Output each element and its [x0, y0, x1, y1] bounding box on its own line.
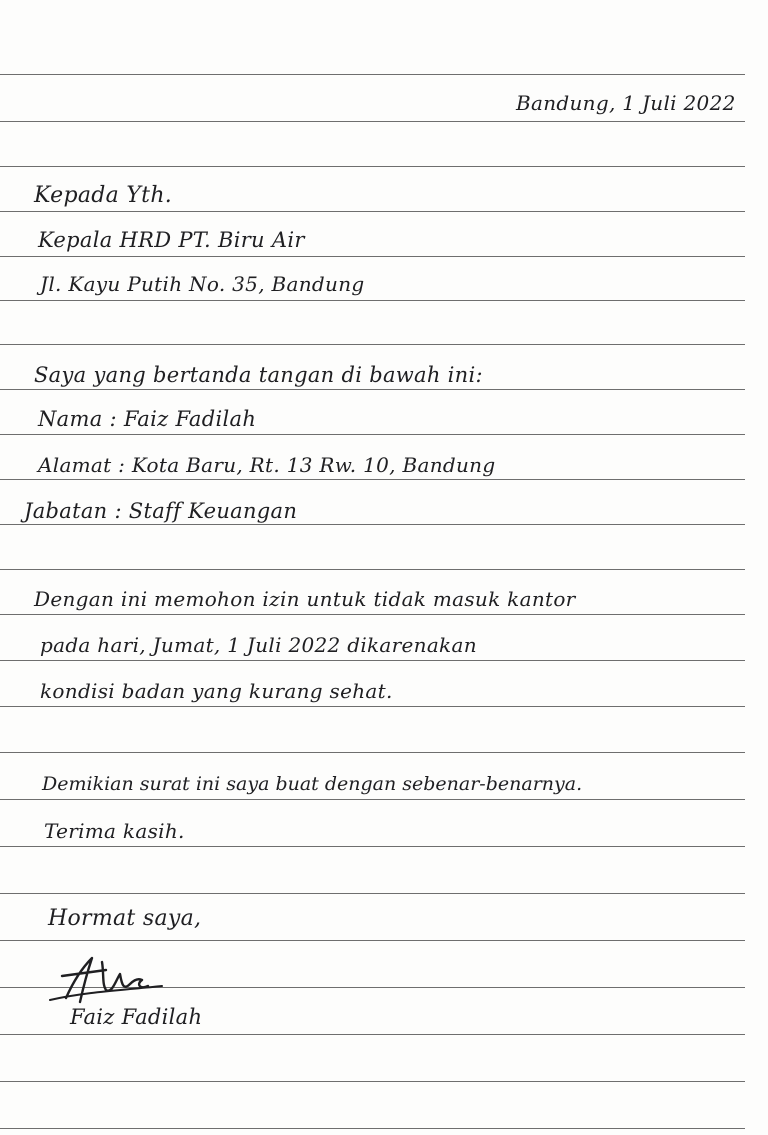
ruled-line [0, 706, 745, 707]
ruled-line [0, 121, 745, 122]
signoff-greeting: Hormat saya, [48, 906, 202, 931]
ruled-line [0, 940, 745, 941]
ruled-line [0, 74, 745, 75]
ruled-line [0, 211, 745, 212]
signer-name: Faiz Fadilah [70, 1005, 203, 1029]
closing-line-1: Demikian surat ini saya buat dengan sebenar-benarnya. [42, 773, 583, 795]
intro-line: Saya yang bertanda tangan di bawah ini: [34, 363, 483, 387]
identity-address-line: Alamat : Kota Baru, Rt. 13 Rw. 10, Bandung [38, 453, 496, 477]
ruled-line [0, 569, 745, 570]
recipient-position: Kepala HRD PT. Biru Air [38, 228, 305, 252]
ruled-line [0, 1128, 745, 1129]
body-line-3: kondisi badan yang kurang sehat. [40, 679, 393, 703]
ruled-line [0, 300, 745, 301]
place-date: Bandung, 1 Juli 2022 [516, 91, 736, 115]
ruled-line [0, 256, 745, 257]
body-line-1: Dengan ini memohon izin untuk tidak masuk kantor [34, 587, 576, 611]
ruled-line [0, 1081, 745, 1082]
identity-name-line: Nama : Faiz Fadilah [38, 407, 257, 431]
recipient-address: Jl. Kayu Putih No. 35, Bandung [40, 272, 365, 296]
ruled-line [0, 893, 745, 894]
ruled-line [0, 389, 745, 390]
ruled-line [0, 524, 745, 525]
ruled-line [0, 846, 745, 847]
ruled-line [0, 799, 745, 800]
ruled-line [0, 479, 745, 480]
closing-line-2: Terima kasih. [44, 819, 185, 843]
ruled-line [0, 1034, 745, 1035]
recipient-salutation: Kepada Yth. [34, 183, 173, 208]
body-line-2: pada hari, Jumat, 1 Juli 2022 dikarenakan [40, 633, 477, 657]
ruled-line [0, 344, 745, 345]
handwritten-signature [44, 950, 184, 1010]
ruled-line [0, 660, 745, 661]
identity-position-line: Jabatan : Staff Keuangan [24, 499, 298, 523]
ruled-line [0, 752, 745, 753]
ruled-line [0, 166, 745, 167]
ruled-line [0, 434, 745, 435]
ruled-line [0, 614, 745, 615]
